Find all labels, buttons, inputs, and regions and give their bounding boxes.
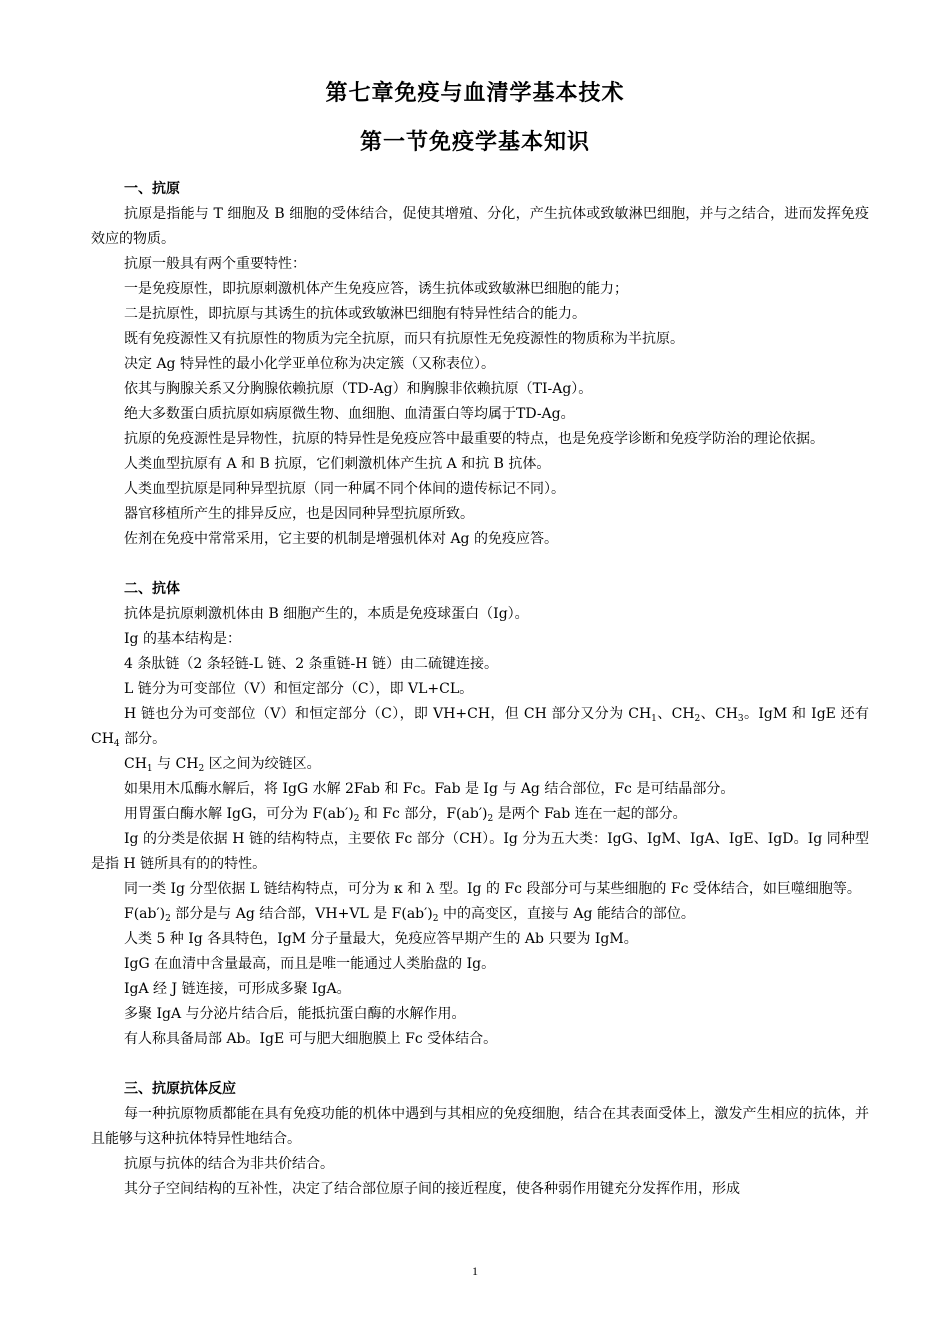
paragraph: 有人称具备局部 Ab。IgE 可与肥大细胞膜上 Fc 受体结合。 — [124, 1031, 498, 1047]
subscript: 2 — [198, 764, 205, 774]
text-run: 与 CH — [152, 756, 199, 772]
paragraph: 多聚 IgA 与分泌片结合后，能抵抗蛋白酶的水解作用。 — [124, 1006, 466, 1022]
text-run: 是两个 Fab 连在一起的部分。 — [493, 806, 687, 822]
section-gap — [91, 1052, 869, 1077]
section-gap — [91, 552, 869, 577]
paragraph: 如果用木瓜酶水解后，将 IgG 水解 2Fab 和 Fc。Fab 是 Ig 与 Ag 结合部位，Fc 是可结晶部分。 — [124, 781, 735, 797]
paragraph: 人类 5 种 Ig 各具特色，IgM 分子量最大，免疫应答早期产生的 Ab 只要为 IgM。 — [124, 931, 638, 947]
document-body — [91, 177, 869, 1202]
subscript: 1 — [146, 764, 153, 774]
text-run: 。IgM 和 IgE 还有 CH — [91, 706, 870, 747]
text-run: 部分是与 Ag 结合部，VH+VL 是 F(ab′) — [170, 906, 433, 922]
paragraph: 同一类 Ig 分型依据 L 链结构特点，可分为 κ 和 λ 型。Ig 的 Fc 段部分可与某些细胞的 Fc 受体结合，如巨噬细胞等。 — [124, 881, 861, 897]
subscript: 3 — [737, 714, 744, 724]
page-number: 1 — [472, 1264, 478, 1278]
text-run: 区之间为绞链区。 — [204, 756, 321, 772]
paragraph — [91, 802, 869, 827]
paragraph: 器官移植所产生的排异反应，也是因同种异型抗原所致。 — [124, 506, 474, 522]
paragraph: 决定 Ag 特异性的最小化学亚单位称为决定簇（又称表位）。 — [124, 356, 495, 372]
section-title: 第一节免疫学基本知识 — [359, 130, 590, 155]
paragraph: 抗原是指能与 T 细胞及 B 细胞的受体结合，促使其增殖、分化，产生抗体或致敏淋巴细胞，并与之结合，进而发挥免疫效应的物质。 — [91, 206, 869, 247]
paragraph: 佐剂在免疫中常常采用，它主要的机制是增强机体对 Ag 的免疫应答。 — [124, 531, 558, 547]
subscript: 2 — [487, 814, 494, 824]
chapter-title: 第七章免疫与血清学基本技术 — [325, 81, 625, 106]
paragraph: 抗体是抗原刺激机体由 B 细胞产生的，本质是免疫球蛋白（Ig）。 — [124, 606, 529, 622]
subscript: 2 — [432, 914, 439, 924]
paragraph: 抗原一般具有两个重要特性： — [124, 256, 306, 272]
paragraph: 二是抗原性，即抗原与其诱生的抗体或致敏淋巴细胞有特异性结合的能力。 — [124, 306, 586, 322]
text-run: 和 Fc 部分，F(ab′) — [359, 806, 488, 822]
text-run: 、CH — [656, 706, 695, 722]
paragraph: L 链分为可变部位（V）和恒定部分（C），即 VL+CL。 — [124, 681, 474, 697]
text-run: 用胃蛋白酶水解 IgG，可分为 F(ab′) — [124, 806, 354, 822]
subscript: 2 — [353, 814, 360, 824]
text-run: 、CH — [700, 706, 738, 722]
text-run: F(ab′) — [124, 906, 166, 922]
heading-antigen-antibody-reaction: 三、抗原抗体反应 — [124, 1081, 236, 1097]
heading-antigen: 一、抗原 — [124, 181, 180, 197]
paragraph: 既有免疫源性又有抗原性的物质为完全抗原，而只有抗原性无免疫源性的物质称为半抗原。 — [124, 331, 684, 347]
text-run: 中的高变区，直接与 Ag 能结合的部位。 — [438, 906, 695, 922]
paragraph: 4 条肽链（2 条轻链-L 链、2 条重链-H 链）由二硫键连接。 — [124, 656, 498, 672]
text-run: CH — [124, 756, 147, 772]
paragraph: 绝大多数蛋白质抗原如病原微生物、血细胞、血清蛋白等均属于TD-Ag。 — [124, 406, 575, 422]
subscript: 4 — [113, 739, 120, 749]
paragraph: Ig 的基本结构是： — [124, 631, 241, 647]
paragraph — [91, 752, 869, 777]
heading-antibody: 二、抗体 — [124, 581, 180, 597]
text-run: H 链也分为可变部位（V）和恒定部分（C），即 VH+CH，但 CH 部分又分为 CH — [124, 706, 652, 722]
paragraph: IgA 经 J 链连接，可形成多聚 IgA。 — [124, 981, 351, 997]
paragraph: 抗原的免疫源性是异物性，抗原的特异性是免疫应答中最重要的特点，也是免疫学诊断和免疫学防治的理论依据。 — [124, 431, 824, 447]
paragraph: 抗原与抗体的结合为非共价结合。 — [124, 1156, 334, 1172]
paragraph: IgG 在血清中含量最高，而且是唯一能通过人类胎盘的 Ig。 — [124, 956, 496, 972]
paragraph: 依其与胸腺关系又分胸腺依赖抗原（TD-Ag）和胸腺非依赖抗原（TI-Ag）。 — [124, 381, 593, 397]
subscript: 2 — [165, 914, 171, 924]
text-run: 部分。 — [119, 731, 167, 747]
subscript: 1 — [651, 714, 657, 724]
paragraph: 其分子空间结构的互补性，决定了结合部位原子间的接近程度，使各种弱作用键充分发挥作用，形成 — [124, 1181, 740, 1197]
paragraph: 每一种抗原物质都能在具有免疫功能的机体中遇到与其相应的免疫细胞，结合在其表面受体上，激发产生相应的抗体，并且能够与这种抗体特异性地结合。 — [91, 1106, 869, 1147]
paragraph — [91, 902, 869, 927]
paragraph — [91, 702, 869, 752]
subscript: 2 — [694, 714, 701, 724]
paragraph: 人类血型抗原有 A 和 B 抗原，它们刺激机体产生抗 A 和抗 B 抗体。 — [124, 456, 551, 472]
paragraph: Ig 的分类是依据 H 链的结构特点，主要依 Fc 部分（CH）。Ig 分为五大类：IgG、IgM、IgA、IgE、IgD。Ig 同种型是指 H 链所具有的的特性。 — [91, 831, 869, 872]
paragraph: 一是免疫原性，即抗原刺激机体产生免疫应答，诱生抗体或致敏淋巴细胞的能力； — [124, 281, 628, 297]
paragraph: 人类血型抗原是同种异型抗原（同一种属不同个体间的遗传标记不同）。 — [124, 481, 565, 497]
